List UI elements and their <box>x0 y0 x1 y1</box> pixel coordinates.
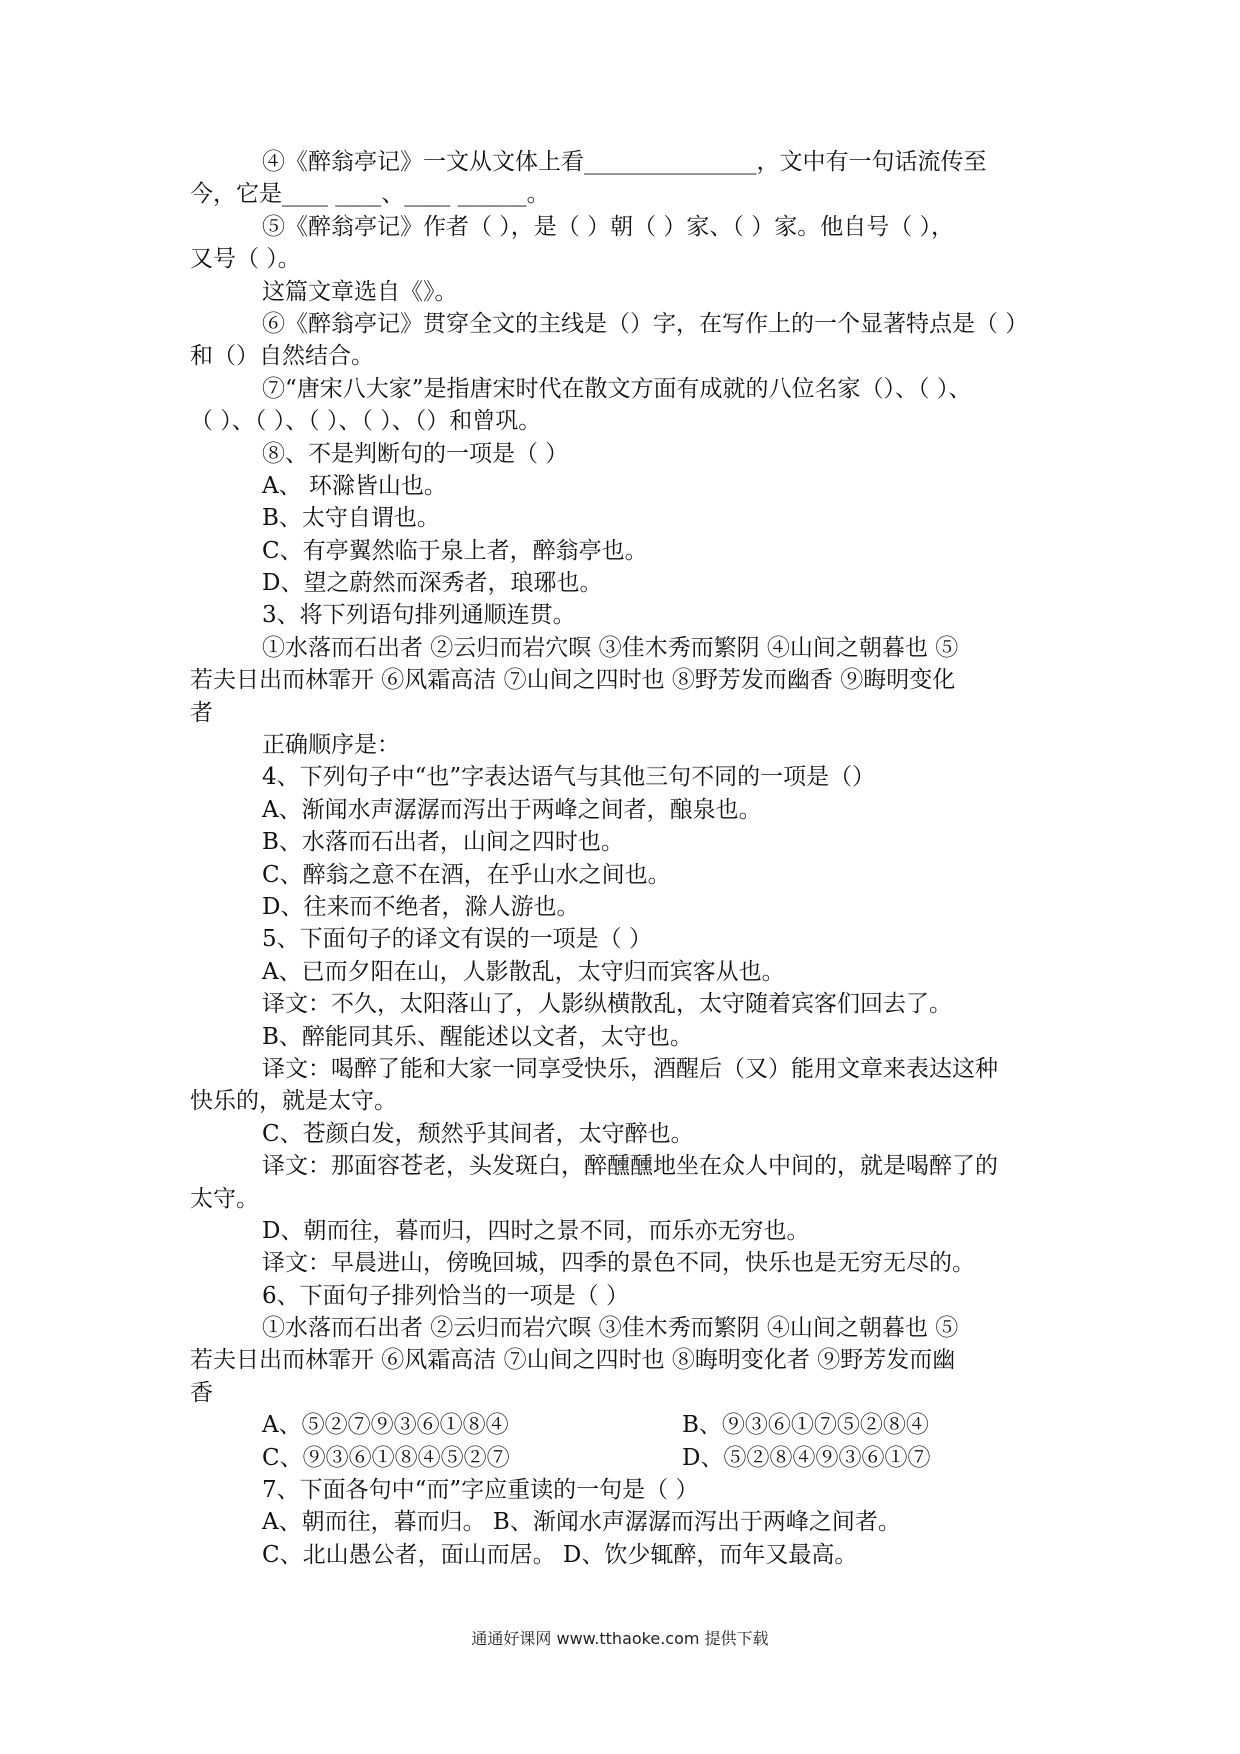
option-line: C、北山愚公者，面山而居。 D、饮少辄醉，而年又最高。 <box>262 1541 858 1568</box>
question-heading: 6、下面句子排列恰当的一项是（ ） <box>262 1282 629 1309</box>
translation-line: 太守。 <box>190 1185 259 1212</box>
options-row <box>190 1409 1070 1441</box>
question-heading: 4、下列句子中“也”字表达语气与其他三句不同的一项是（） <box>262 764 876 791</box>
options-row <box>190 1442 1070 1474</box>
translation-line: 译文：早晨进山，傍晚回城，四季的景色不同，快乐也是无穷无尽的。 <box>262 1250 975 1277</box>
option-line: C、醉翁之意不在酒，在乎山水之间也。 <box>262 861 671 888</box>
question-heading: 7、下面各句中“而”字应重读的一句是（ ） <box>262 1477 699 1504</box>
question-heading: 5、下面句子的译文有误的一项是（ ） <box>262 926 652 953</box>
text-line: 又号（ ）。 <box>190 246 301 273</box>
option-line: B、醉能同其乐、醒能述以文者，太守也。 <box>262 1023 693 1050</box>
text-line: ⑦“唐宋八大家”是指唐宋时代在散文方面有成就的八位名家（）、（ ）、 <box>262 375 972 402</box>
option-line: A、已而夕阳在山，人影散乱，太守归而宾客从也。 <box>262 958 785 985</box>
option-line: C、有亭翼然临于泉上者，醉翁亭也。 <box>262 537 648 564</box>
text-line: ⑧、不是判断句的一项是（ ） <box>262 440 569 467</box>
text-line: 者 <box>190 699 213 726</box>
option-line: D、往来而不绝者，滁人游也。 <box>262 893 580 920</box>
text-line: ①水落而石出者 ②云归而岩穴暝 ③佳木秀而繁阴 ④山间之朝暮也 ⑤ <box>262 634 959 661</box>
translation-line: 译文：不久，太阳落山了，人影纵横散乱，太守随着宾客们回去了。 <box>262 991 952 1018</box>
text-line: ⑥《醉翁亭记》贯穿全文的主线是（）字，在写作上的一个显著特点是（ ） <box>262 310 1029 337</box>
text-line: 今，它是____ ____、____ ______。 <box>190 181 550 208</box>
answer-prompt: 正确顺序是： <box>262 732 400 759</box>
question-heading: 3、将下列语句排列通顺连贯。 <box>262 602 576 629</box>
option-line: B、太守自谓也。 <box>262 505 440 532</box>
option-line: B、水落而石出者，山间之四时也。 <box>262 829 624 856</box>
option-a: A、⑤②⑦⑨③⑥①⑧④ <box>262 1412 509 1439</box>
translation-line: 译文：喝醉了能和大家一同享受快乐，酒醒后（又）能用文章来表达这种 <box>262 1055 998 1082</box>
text-line: 若夫日出而林霏开 ⑥风霜高洁 ⑦山间之四时也 ⑧晦明变化者 ⑨野芳发而幽 <box>190 1347 956 1374</box>
text-line: （ ）、（ ）、（ ）、（ ）、（）和曾巩。 <box>190 408 542 435</box>
option-line: C、苍颜白发，颓然乎其间者，太守醉也。 <box>262 1120 694 1147</box>
page-footer: 通通好课网 www.tthaoke.com 提供下载 <box>471 1629 769 1648</box>
option-d: D、⑤②⑧④⑨③⑥①⑦ <box>682 1444 931 1471</box>
text-line: 若夫日出而林霏开 ⑥风霜高洁 ⑦山间之四时也 ⑧野芳发而幽香 ⑨晦明变化 <box>190 667 956 694</box>
text-line: ④《醉翁亭记》一文从文体上看_______________，文中有一句话流传至 <box>262 149 987 175</box>
text-line: ⑤《醉翁亭记》作者（ ），是（ ）朝（ ）家、（ ）家。他自号（ ）， <box>262 213 955 240</box>
translation-line: 译文：那面容苍老，头发斑白，醉醺醺地坐在众人中间的，就是喝醉了的 <box>262 1153 998 1180</box>
question-text <box>190 146 1070 1571</box>
text-line: 这篇文章选自《》。 <box>262 278 458 305</box>
option-line: A、 环滁皆山也。 <box>262 472 447 499</box>
option-line: A、渐闻水声潺潺而泻出于两峰之间者，酿泉也。 <box>262 796 762 823</box>
text-line: 和（）自然结合。 <box>190 343 374 370</box>
text-line: 香 <box>190 1379 213 1406</box>
option-c: C、⑨③⑥①⑧④⑤②⑦ <box>262 1444 510 1471</box>
option-line: D、望之蔚然而深秀者，琅琊也。 <box>262 570 603 597</box>
option-line: A、朝而往，暮而归。 B、渐闻水声潺潺而泻出于两峰之间者。 <box>262 1509 901 1536</box>
option-b: B、⑨③⑥①⑦⑤②⑧④ <box>682 1412 929 1439</box>
option-line: D、朝而往，暮而归，四时之景不同，而乐亦无穷也。 <box>262 1217 810 1244</box>
translation-line: 快乐的，就是太守。 <box>190 1088 397 1115</box>
text-line: ①水落而石出者 ②云归而岩穴暝 ③佳木秀而繁阴 ④山间之朝暮也 ⑤ <box>262 1315 959 1342</box>
